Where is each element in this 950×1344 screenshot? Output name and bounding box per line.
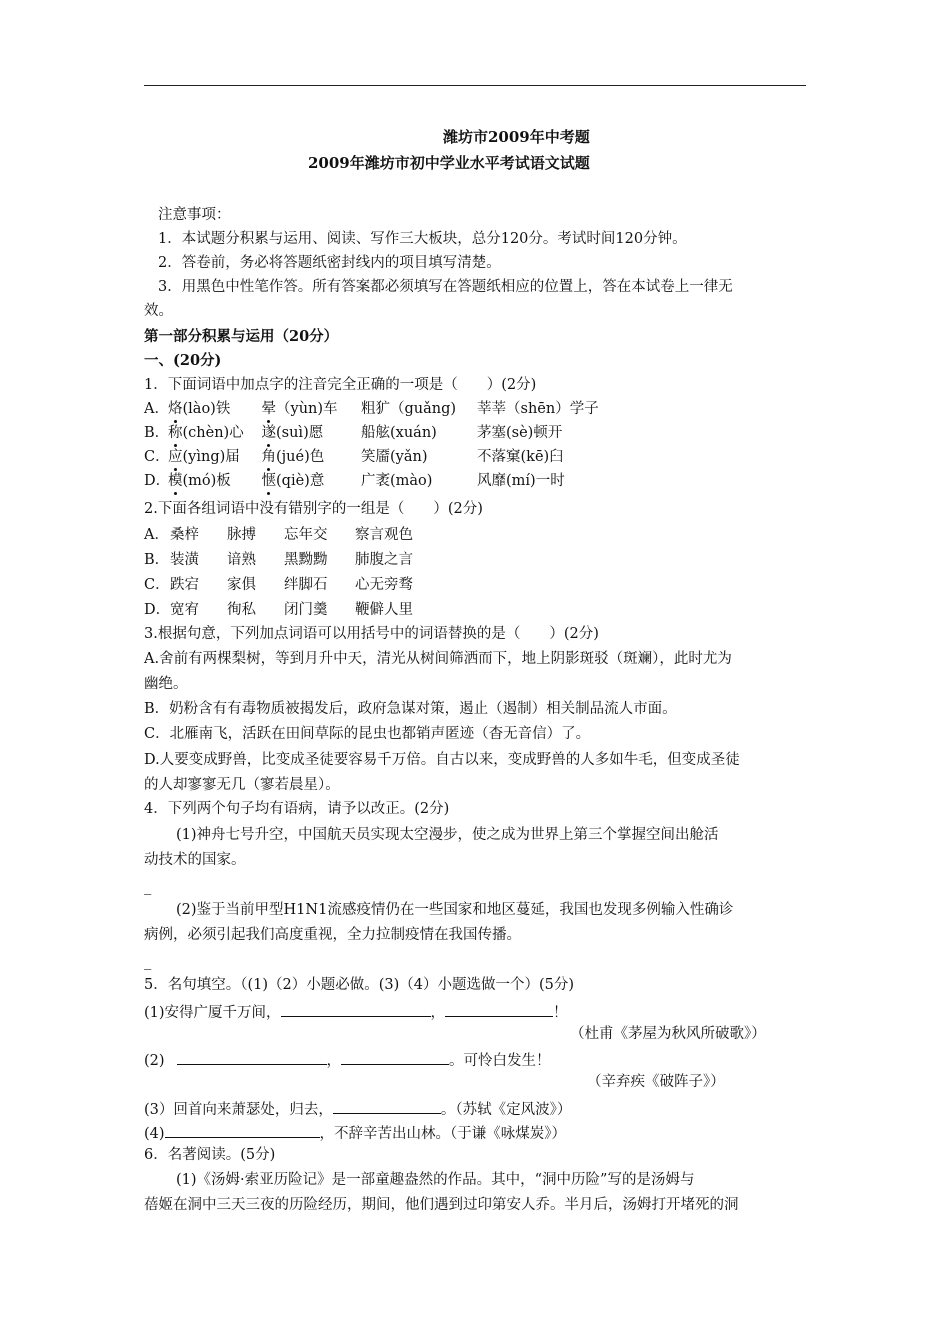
word: 桑梓: [170, 527, 199, 543]
q6-stem: 6．名著阅读。(5分): [144, 1147, 276, 1163]
q4-sentence-2-line1: (2)鉴于当前甲型H1N1流感疫情仍在一些国家和地区蔓延，我国也发现多例输入性确诊: [176, 902, 734, 918]
pinyin: (qiè)意: [276, 473, 325, 489]
word: 徇私: [227, 602, 256, 618]
pinyin: (yǎn): [390, 449, 428, 465]
dotted-char: 惬: [261, 473, 276, 489]
dotted-char: 角: [261, 449, 276, 465]
word: 跌宕: [170, 577, 199, 593]
q2-option-c: [144, 576, 413, 594]
word: 脉搏: [227, 527, 256, 543]
q5-line-4: [144, 1122, 566, 1143]
dotted-char: 称: [168, 425, 183, 441]
q4-answer-mark-2: _: [144, 954, 152, 970]
word: 忘年交: [284, 527, 328, 543]
word: 茅塞: [477, 425, 506, 441]
word: 装潢: [170, 552, 199, 568]
q1-option-a: [144, 400, 599, 418]
word: 船舷: [361, 425, 390, 441]
part-one-heading: 第一部分积累与运用（20分）: [144, 328, 339, 345]
q5-line-3: [144, 1098, 571, 1119]
word: 鞭僻人里: [355, 602, 413, 618]
q3-option-a-line1: A.舍前有两棵梨树，等到月升中天，清光从树间筛洒而下，地上阴影斑驳（斑斓），此时尤为: [144, 651, 732, 667]
word: 闭门羹: [284, 602, 328, 618]
option-letter: B．: [144, 552, 170, 568]
answer-blank[interactable]: [333, 1098, 441, 1114]
q3-option-b: B．奶粉含有有毒物质被揭发后，政府急谋对策，遏止（遏制）相关制品流人市面。: [144, 701, 677, 717]
q5-line-3-text: (3）回首向来萧瑟处，归去，: [144, 1102, 333, 1118]
option-letter: A．: [144, 527, 169, 543]
q5-line-4-end: ，不辞辛苦出山林。（于谦《咏煤炭》）: [319, 1126, 567, 1142]
q4-answer-mark-1: _: [144, 879, 152, 895]
dotted-char: 模: [168, 473, 183, 489]
word: 粗犷: [361, 401, 390, 417]
exam-title-line2: 2009年潍坊市初中学业水平考试语文试题: [308, 154, 590, 172]
pinyin: （yùn)车: [276, 401, 338, 417]
dotted-char: 遂: [261, 425, 276, 441]
q4-sentence-2-line2: 病例，必须引起我们高度重视，全力拉制疫情在我国传播。: [144, 927, 521, 943]
q3-stem: 3.根据句意，下列加点词语可以用括号中的词语替换的是（ ）(2分): [144, 626, 599, 642]
answer-blank[interactable]: [281, 1001, 431, 1017]
q4-sentence-1-line2: 动技术的国家。: [144, 852, 246, 868]
q2-stem: 2.下面各组词语中没有错别字的一组是（ ）(2分): [144, 501, 483, 517]
q1-option-d: [144, 472, 565, 490]
q5-source-1: （杜甫《茅屋为秋风所破歌》）: [570, 1026, 766, 1042]
dotted-char: 晕: [261, 401, 276, 417]
q4-stem: 4．下列两个句子均有语病，请予以改正。(2分): [144, 801, 450, 817]
comma: ，: [326, 1053, 342, 1069]
exam-title-line1: 潍坊市2009年中考题: [443, 128, 590, 146]
notice-item-3: 3．用黑色中性笔作答。所有答案都必须填写在答题纸相应的位置上，答在本试卷上一律无: [158, 279, 733, 295]
q3-option-c: C．北雁南飞，活跃在田间草际的昆虫也都销声匿迹（杳无音信）了。: [144, 726, 591, 742]
pinyin: (yìng)届: [182, 449, 240, 465]
q5-line-2-end: 。可怜白发生！: [449, 1053, 551, 1069]
q1-option-b: [144, 424, 562, 442]
notice-item-1: 1．本试题分积累与运用、阅读、写作三大板块，总分120分。考试时间120分钟。: [158, 231, 687, 247]
word: 谙熟: [227, 552, 256, 568]
word: 肺腹之言: [355, 552, 413, 568]
q3-option-d-line2: 的人却寥寥无几（寥若晨星）。: [144, 777, 340, 793]
section-one-heading: 一、(20分): [144, 352, 222, 369]
q3-option-d-line1: D.人要变成野兽，比变成圣徒要容易千万倍。自古以来，变成野兽的人多如牛毛，但变成圣徒: [144, 752, 740, 768]
q2-option-b: [144, 551, 413, 569]
word: 察言观色: [355, 527, 413, 543]
answer-blank[interactable]: [165, 1122, 320, 1138]
word: 莘莘: [477, 401, 506, 417]
option-letter: C．: [144, 449, 170, 465]
q5-stem: 5．名句填空。（(1)（2）小题必做。(3)（4）小题选做一个）(5分): [144, 977, 575, 993]
answer-blank[interactable]: [445, 1001, 553, 1017]
q5-line-4-text: (4): [144, 1126, 165, 1142]
pinyin: （shēn）学子: [506, 401, 599, 417]
answer-blank[interactable]: [177, 1049, 327, 1065]
pinyin: (mó)板: [182, 473, 231, 489]
q5-line-1: [144, 1001, 568, 1022]
exclamation: ！: [553, 1005, 568, 1021]
q1-stem: 1．下面词语中加点字的注音完全正确的一项是（ ）(2分): [144, 377, 537, 393]
answer-blank[interactable]: [341, 1049, 449, 1065]
pinyin: （guǎng): [390, 401, 457, 417]
word: 广袤: [361, 473, 390, 489]
word: 不落窠: [477, 449, 521, 465]
pinyin: (lào)铁: [182, 401, 231, 417]
pinyin: (mí)一时: [506, 473, 565, 489]
pinyin: (sè)顿开: [506, 425, 563, 441]
q6-paragraph-line2: 蓓姬在洞中三天三夜的历险经历，期间，他们遇到过印第安人乔。半月后，汤姆打开堵死的洞: [144, 1197, 739, 1213]
option-letter: A．: [144, 401, 169, 417]
q5-line-1-text: (1)安得广厦千万间，: [144, 1005, 281, 1021]
word: 心无旁骛: [355, 577, 413, 593]
word: 黑黝黝: [284, 552, 328, 568]
option-letter: B．: [144, 425, 170, 441]
header-rule: [144, 85, 806, 86]
option-letter: D．: [144, 473, 171, 489]
dotted-char: 应: [168, 449, 183, 465]
pinyin: (xuán): [390, 425, 437, 441]
word: 笑靥: [361, 449, 390, 465]
pinyin: (kē)臼: [520, 449, 564, 465]
q4-sentence-1-line1: (1)神舟七号升空，中国航天员实现太空漫步，使之成为世界上第三个掌握空间出舱活: [176, 827, 719, 843]
comma: ，: [430, 1005, 446, 1021]
notice-heading: 注意事项：: [158, 207, 231, 223]
q5-line-2-text: (2): [144, 1053, 165, 1069]
word: 风靡: [477, 473, 506, 489]
notice-item-3-cont: 效。: [144, 303, 173, 319]
q5-source-2: （辛弃疾《破阵子》）: [587, 1074, 725, 1090]
q5-line-3-end: 。（苏轼《定风波》）: [440, 1102, 572, 1118]
q6-paragraph-line1: (1)《汤姆·索亚历险记》是一部童趣盎然的作品。其中，“洞中历险”写的是汤姆与: [176, 1172, 695, 1188]
word: 宽宥: [170, 602, 199, 618]
q3-option-a-line2: 幽绝。: [144, 676, 188, 692]
pinyin: (chèn)心: [182, 425, 244, 441]
q5-line-2: [144, 1049, 551, 1070]
dotted-char: 烙: [168, 401, 183, 417]
pinyin: (jué)色: [276, 449, 325, 465]
q1-option-c: [144, 448, 564, 466]
pinyin: (suì)愿: [276, 425, 324, 441]
option-letter: D．: [144, 602, 171, 618]
pinyin: (mào): [390, 473, 433, 489]
q2-option-d: [144, 601, 413, 619]
word: 家俱: [227, 577, 256, 593]
notice-item-2: 2．答卷前，务必将答题纸密封线内的项目填写清楚。: [158, 255, 501, 271]
option-letter: C．: [144, 577, 170, 593]
q2-option-a: [144, 526, 413, 544]
word: 绊脚石: [284, 577, 328, 593]
